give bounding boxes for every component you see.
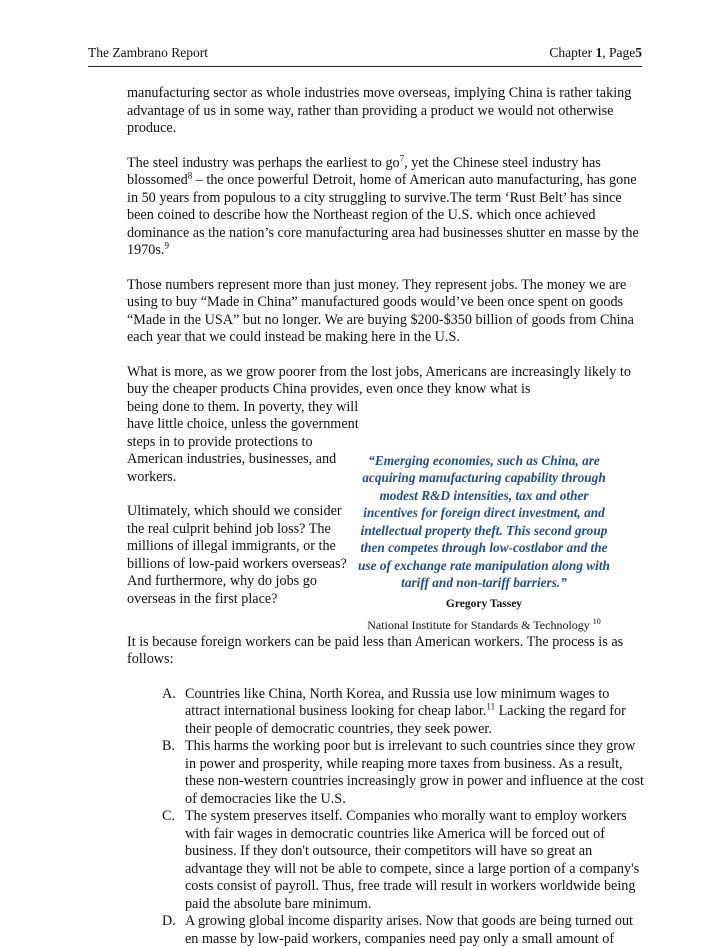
paragraph: The steel industry was perhaps the earliest to $go^7$, yet the Chinese steel industry has blossomed$^8$ – the once powerful Detroit, home of American auto manufacturing, has gone in 50 years from populous to a city struggling to survive.The term ‘Rust Belt’ has since been coined to describe how the Northeast region of the U.S. which once achieved dominance as the nation’s core manufacturing area had businesses shutter en masse by the 1970s.$^9$ [127, 155, 647, 260]
footnote-ref: 9 [164, 240, 169, 250]
quote-author: Gregory Tassey [353, 596, 615, 614]
pull-quote [353, 452, 615, 635]
paragraph: Those numbers represent more than just money. They represent jobs. The money we are using to buy “Made in China” manufactured goods would’ve been once spent on goods “Made in the USA” but no longer. We are buying $200-$350 billion of goods from China each year that we could instead be making here in the U.S. [127, 277, 647, 347]
list-item: A. Countries like China, North Korea, and Russia use low minimum wages to attract international business looking for cheap labor.$^{11}$ Lacking the regard for their people of democratic countries, they seek power. [127, 686, 647, 739]
report-title: The Zambrano Report [88, 45, 208, 61]
list-item: B. This harms the working poor but is irrelevant to such countries since they grow in power and prosperity, while reaping more taxes from business. As a result, these non-western countries increasingly grow in power and influence at the cost of democracies like the U.S. [127, 738, 647, 808]
list-marker: C. [162, 808, 175, 826]
chapter-page-label: Chapter 1, Page5 [549, 45, 642, 61]
quote-wrap-section [127, 399, 647, 617]
list-marker: A. [162, 686, 176, 704]
footnote-ref: 7 [400, 153, 405, 163]
footnote-ref: 11 [486, 701, 495, 711]
paragraph: manufacturing sector as whole industries move overseas, implying China is rather taking advantage of us in some way, rather than providing a product we would not otherwise produce. [127, 85, 647, 138]
page-header [88, 44, 642, 67]
paragraph: being done to them. In poverty, they will have little choice, unless the government steps in to provide protections to American industries, businesses, and workers. [127, 399, 359, 487]
list-item: C. The system preserves itself. Companies who morally want to employ workers with fair wages in democratic countries like America will be forced out of business. If they don't outsource, their competitors will have so great an advantage they will not be able to compete, since a large portion of a company's costs consist of payroll. Thus, free trade will result in workers worldwide being paid the absolute bare minimum. [127, 808, 647, 913]
quote-text: “Emerging economies, such as China, are acquiring manufacturing capability through modest R&D intensities, tax and other incentives for foreign direct investment, and intellectual property theft. This second group then competes through low-costlabor and the use of exchange rate manipulation along with tariff and non-tariff barriers.” [353, 452, 615, 592]
list-marker: D. [162, 913, 176, 931]
list-item: D. A growing global income disparity arises. Now that goods are being turned out en masse by low-paid workers, companies need pay only a small amount of [127, 913, 647, 948]
quote-organization: National Institute for Standards & Technology $^{10}$ [353, 617, 615, 635]
body-text [127, 85, 647, 948]
footnote-ref: 8 [188, 170, 193, 180]
page-number: 5 [635, 45, 642, 60]
list-marker: B. [162, 738, 175, 756]
paragraph: What is more, as we grow poorer from the lost jobs, Americans are increasingly likely to buy the cheaper products China provides, even once they know what is [127, 364, 647, 399]
footnote-ref: 10 [593, 617, 601, 626]
wrapped-text-column [127, 399, 359, 609]
process-list [127, 686, 647, 948]
paragraph: Ultimately, which should we consider the real culprit behind job loss? The millions of illegal immigrants, or the billions of low-paid workers overseas? And furthermore, why do jobs go overseas in the first place? [127, 503, 359, 608]
chapter-number: 1 [596, 45, 603, 60]
paragraph: It is because foreign workers can be paid less than American workers. The process is as follows: [127, 634, 647, 669]
